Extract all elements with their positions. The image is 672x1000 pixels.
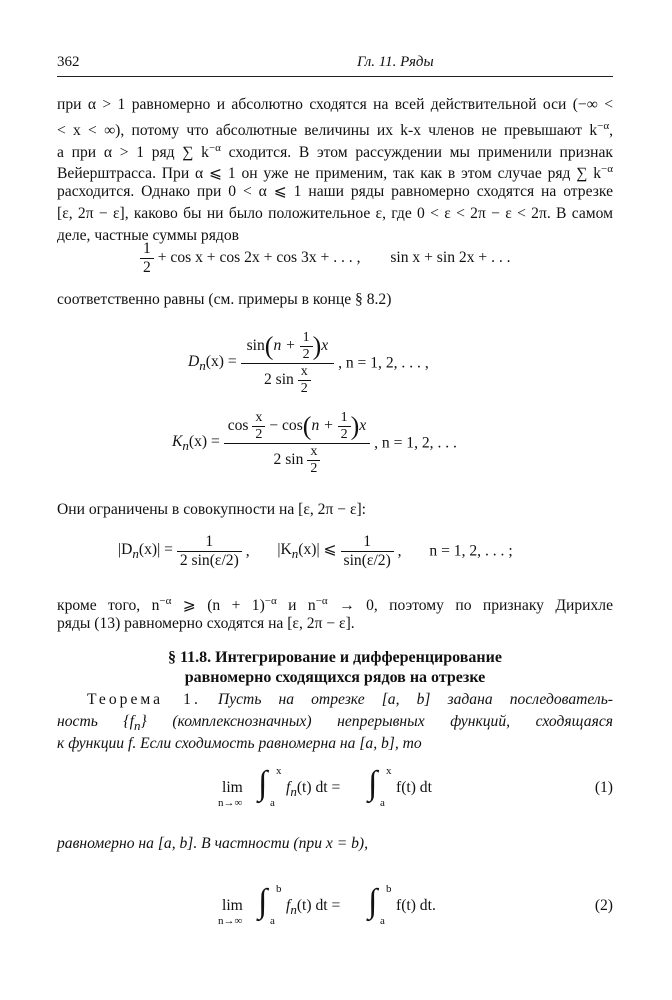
eq1-lhs: $f_n(t)$ dt = — [286, 779, 341, 800]
intro-line-4: Вейерштрасса. При α ⩽ 1 он уже не применим, так как в этом случае ряд ∑ $k^{-\alpha}$ — [57, 163, 613, 183]
theorem-line-3: к функции f. Если сходимость равномерна на [a, b], то — [57, 734, 422, 752]
uniform-text: равномерно на [a, b]. В частности (при x = b), — [57, 835, 369, 852]
eq2-integral-left: ∫ — [258, 883, 268, 920]
equation-1: lim n→∞ ∫ x a $f_n(t)$ dt = ∫ x a f(t) dt (1) — [218, 765, 613, 809]
dirichlet-kernel-formula — [188, 330, 429, 410]
conjugate-kernel-formula — [172, 410, 457, 490]
intro-line-6: [ε, 2π − ε], каково бы ни было положительное ε, где 0 < ε < 2π − ε < 2π. В самом — [57, 204, 613, 222]
dn-fraction: sin(n + $\frac{1}{2}$ )x 2 sin $\frac{x}{2}$ — [241, 330, 335, 397]
dn-range: , n = 1, 2, . . . , — [338, 354, 429, 372]
dirichlet-paragraph — [57, 591, 613, 635]
series-equation — [140, 240, 511, 277]
theorem-label: Теорема 1. — [87, 691, 201, 708]
theorem-1 — [57, 689, 613, 754]
intro-line-2: < x < ∞), потому что абсолютные величины их k-х членов не превышают $k^{-\alpha}$, — [57, 119, 613, 139]
eq2-lhs: $f_n(t)$ dt = — [286, 897, 341, 918]
page-header — [57, 54, 613, 77]
bounds-formula: $|D_n(x)|$ = $\frac{1}{2 \sin(\varepsilon/2)}$ , $|K_n(x)|$ ⩽ $\frac{1}{\sin(\varepsilon/2)}$ , n = 1, 2, . . . ; — [118, 533, 513, 569]
intro-line-3: а при α > 1 ряд ∑ $k^{-\alpha}$ сходится. В этом рассуждении мы применили признак — [57, 141, 613, 161]
eq1-integral-right: ∫ — [368, 765, 378, 802]
eq2-rhs: f(t) dt. — [396, 897, 436, 914]
eq1-rhs: f(t) dt — [396, 779, 432, 796]
theorem-line-1: Теорема 1. Пусть на отрезке [a, b] задана последователь- — [87, 691, 613, 708]
kn-lhs: $K_n(x)$ = — [172, 433, 220, 454]
intro-paragraph — [57, 94, 613, 247]
besides-line-2: ряды (13) равномерно сходятся на [ε, 2π − ε]. — [57, 614, 355, 632]
section-title-line-1: § 11.8. Интегрирование и дифференцирование — [168, 649, 502, 666]
intro-line-5: расходится. Однако при 0 < α ⩽ 1 наши ряды равномерно сходятся на отрезке — [57, 183, 613, 201]
bounded-text: Они ограничены в совокупности на [ε, 2π − ε]: — [57, 501, 367, 518]
dn-lhs: $D_n(x)$ = — [188, 353, 237, 374]
intro-line-7: деле, частные суммы рядов — [57, 226, 239, 244]
sine-series: sin x + sin 2x + . . . — [390, 249, 511, 266]
section-title-line-2: равномерно сходящихся рядов на отрезке — [184, 669, 486, 686]
eq2-integral-right: ∫ — [368, 883, 378, 920]
besides-line-1: кроме того, $n^{-\alpha}$ ⩾ $(n + 1)^{-\alpha}$ и $n^{-\alpha} \to 0$, поэтому по признаку Дирихле — [57, 595, 614, 615]
half-fraction: $\frac{1}{2}$ — [140, 240, 154, 277]
eq1-integral-left: ∫ — [258, 765, 268, 802]
eq2-number: (2) — [594, 897, 613, 914]
theorem-line-2: ность $\{f_n\}$ (комплекснозначных) непрерывных функций, сходящаяся — [57, 712, 614, 733]
equation-2: lim n→∞ ∫ b a $f_n(t)$ dt = ∫ b a f(t) dt. (2) — [218, 883, 613, 927]
kn-fraction: cos $\frac{x}{2}$ − cos(n + $\frac{1}{2}$ )x 2 sin $\frac{x}{2}$ — [224, 410, 370, 477]
running-title: Гл. 11. Ряды — [357, 54, 434, 70]
kn-range: , n = 1, 2, . . . — [374, 434, 457, 452]
cosine-series: + cos x + cos 2x + cos 3x + . . . , — [157, 249, 361, 266]
intro-line-1: при α > 1 равномерно и абсолютно сходятся на всей действительной оси (−∞ < — [57, 96, 613, 113]
respectively-text: соответственно равны (см. примеры в конце § 8.2) — [57, 291, 392, 308]
eq1-number: (1) — [594, 779, 613, 796]
section-heading — [57, 648, 613, 688]
page-number: 362 — [57, 54, 80, 70]
